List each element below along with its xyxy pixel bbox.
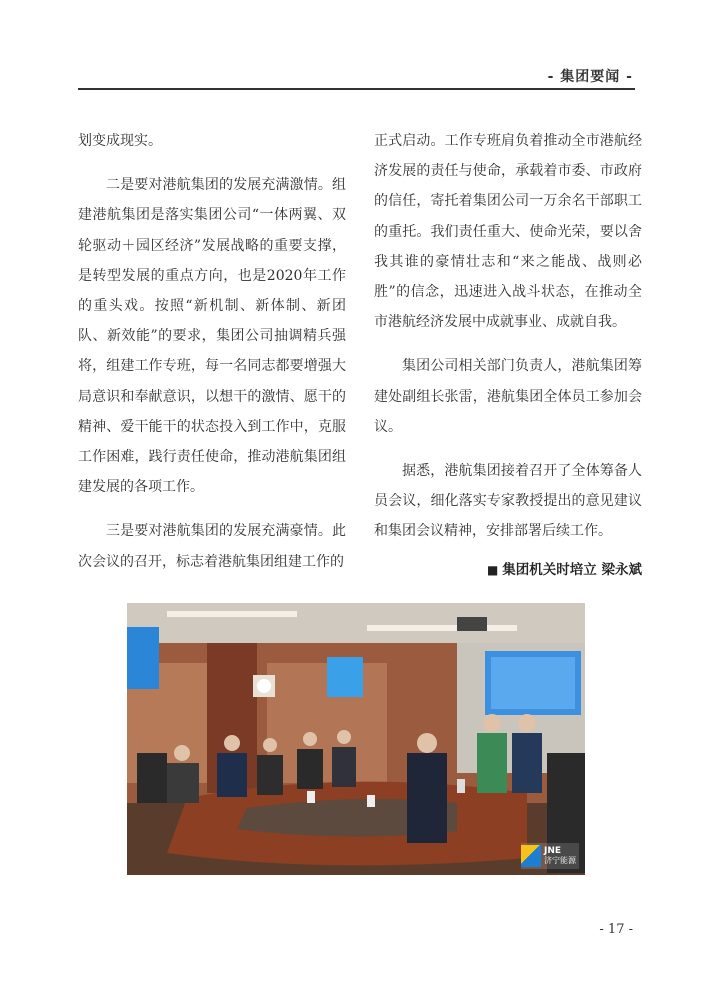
left-column	[78, 126, 346, 577]
paragraph: 二是要对港航集团的发展充满激情。组建港航集团是落实集团公司“一体两翼、双轮驱动＋园区经济”发展战略的重要支撑，是转型发展的重点方向，也是2020年工作的重头戏。按照“新机制、新体制、新团队、新效能”的要求，集团公司抽调精兵强将，组建工作专班，每一名同志都要增强大局意识和奉献意识，以想干的激情、愿干的精神、爱干能干的状态投入到工作中，克服工作困难，践行责任使命，推动港航集团组建发展的各项工作。	[78, 177, 346, 496]
paragraph: 三是要对港航集团的发展充满豪情。此次会议的召开，标志着港航集团组建工作的	[78, 523, 346, 570]
author-credit	[374, 555, 642, 585]
paragraph: 集团公司相关部门负责人，港航集团筹建处副组长张雷，港航集团全体员工参加会议。	[374, 358, 642, 435]
logo-text-cn: 济宁能源	[544, 856, 576, 865]
jne-logo-mark-icon	[521, 845, 541, 867]
meeting-photo	[127, 603, 585, 875]
right-column	[374, 126, 642, 585]
paragraph: 划变成现实。	[78, 133, 162, 149]
paragraph: 正式启动。工作专班肩负着推动全市港航经济发展的责任与使命，承载着市委、市政府的信任，寄托着集团公司一万余名干部职工的重托。我们责任重大、使命光荣，要以舍我其谁的豪情壮志和“来之能战、战则必胜”的信念，迅速进入战斗状态，在推动全市港航经济发展中成就事业、成就自我。	[374, 133, 642, 331]
jne-logo	[521, 843, 579, 869]
logo-text-en: JNE	[544, 846, 562, 856]
paragraph: 据悉，港航集团接着召开了全体筹备人员会议，细化落实专家教授提出的意见建议和集团会议精神，安排部署后续工作。	[374, 463, 642, 540]
header-rule	[78, 88, 635, 90]
credit-square-icon: ■	[486, 562, 499, 577]
credit-text: 集团机关时培立 梁永斌	[502, 561, 642, 578]
section-title: - 集团要闻 -	[547, 69, 633, 85]
meeting-room-illustration	[127, 603, 585, 875]
page-number: - 17 -	[599, 922, 633, 937]
